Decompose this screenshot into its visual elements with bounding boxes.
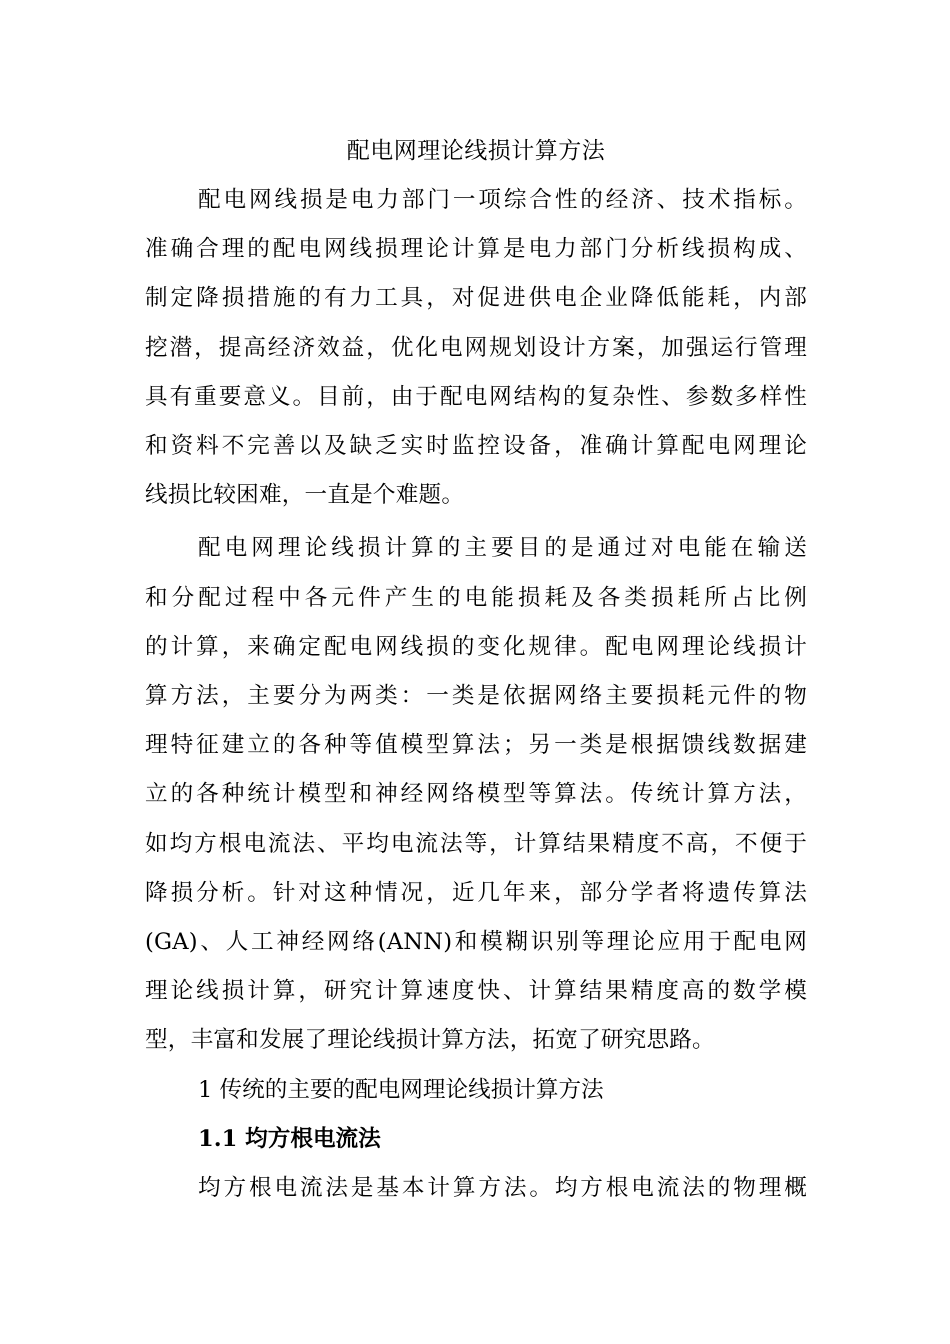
paragraph-intro [145, 176, 807, 520]
section-heading: 1 传统的主要的配电网理论线损计算方法 [198, 1076, 604, 1103]
paragraph-line: 准确合理的配电网线损理论计算是电力部门分析线损构成、 [145, 236, 807, 263]
paragraph-line: 和分配过程中各元件产生的电能损耗及各类损耗所占比例 [145, 584, 807, 611]
paragraph-line: 的计算，来确定配电网线损的变化规律。配电网理论线损计 [145, 633, 807, 660]
paragraph-line: 如均方根电流法、平均电流法等，计算结果精度不高，不便于 [145, 830, 807, 857]
document-body [145, 127, 807, 1213]
paragraph-line: 线损比较困难，一直是个难题。 [145, 482, 465, 509]
paragraph-line: 配电网理论线损计算的主要目的是通过对电能在输送 [198, 535, 807, 562]
paragraph-line: (GA)、人工神经网络(ANN)和模糊识别等理论应用于配电网 [145, 929, 807, 956]
paragraph-line: 均方根电流法是基本计算方法。均方根电流法的物理概 [198, 1175, 807, 1202]
paragraph-line: 理特征建立的各种等值模型算法；另一类是根据馈线数据建 [145, 732, 807, 759]
paragraph-line: 具有重要意义。目前，由于配电网结构的复杂性、参数多样性 [145, 383, 807, 410]
paragraph-line: 挖潜，提高经济效益，优化电网规划设计方案，加强运行管理 [145, 334, 807, 361]
paragraph-line: 立的各种统计模型和神经网络模型等算法。传统计算方法， [145, 781, 807, 808]
paragraph-purpose [145, 524, 807, 1065]
subsection-heading: 1.1 均方根电流法 [198, 1125, 381, 1152]
paragraph-line: 算方法，主要分为两类：一类是依据网络主要损耗元件的物 [145, 683, 807, 710]
paragraph-line: 型，丰富和发展了理论线损计算方法，拓宽了研究思路。 [145, 1027, 715, 1054]
paragraph-line: 理论线损计算，研究计算速度快、计算结果精度高的数学模 [145, 978, 807, 1005]
paragraph-line: 配电网线损是电力部门一项综合性的经济、技术指标。 [198, 187, 807, 213]
paragraph-rms-method [145, 1164, 807, 1213]
paragraph-line: 降损分析。针对这种情况，近几年来，部分学者将遗传算法 [145, 879, 807, 906]
page-title: 配电网理论线损计算方法 [346, 138, 606, 164]
paragraph-line: 制定降损措施的有力工具，对促进供电企业降低能耗，内部 [145, 285, 807, 312]
paragraph-line: 和资料不完善以及缺乏实时监控设备，准确计算配电网理论 [145, 433, 807, 460]
